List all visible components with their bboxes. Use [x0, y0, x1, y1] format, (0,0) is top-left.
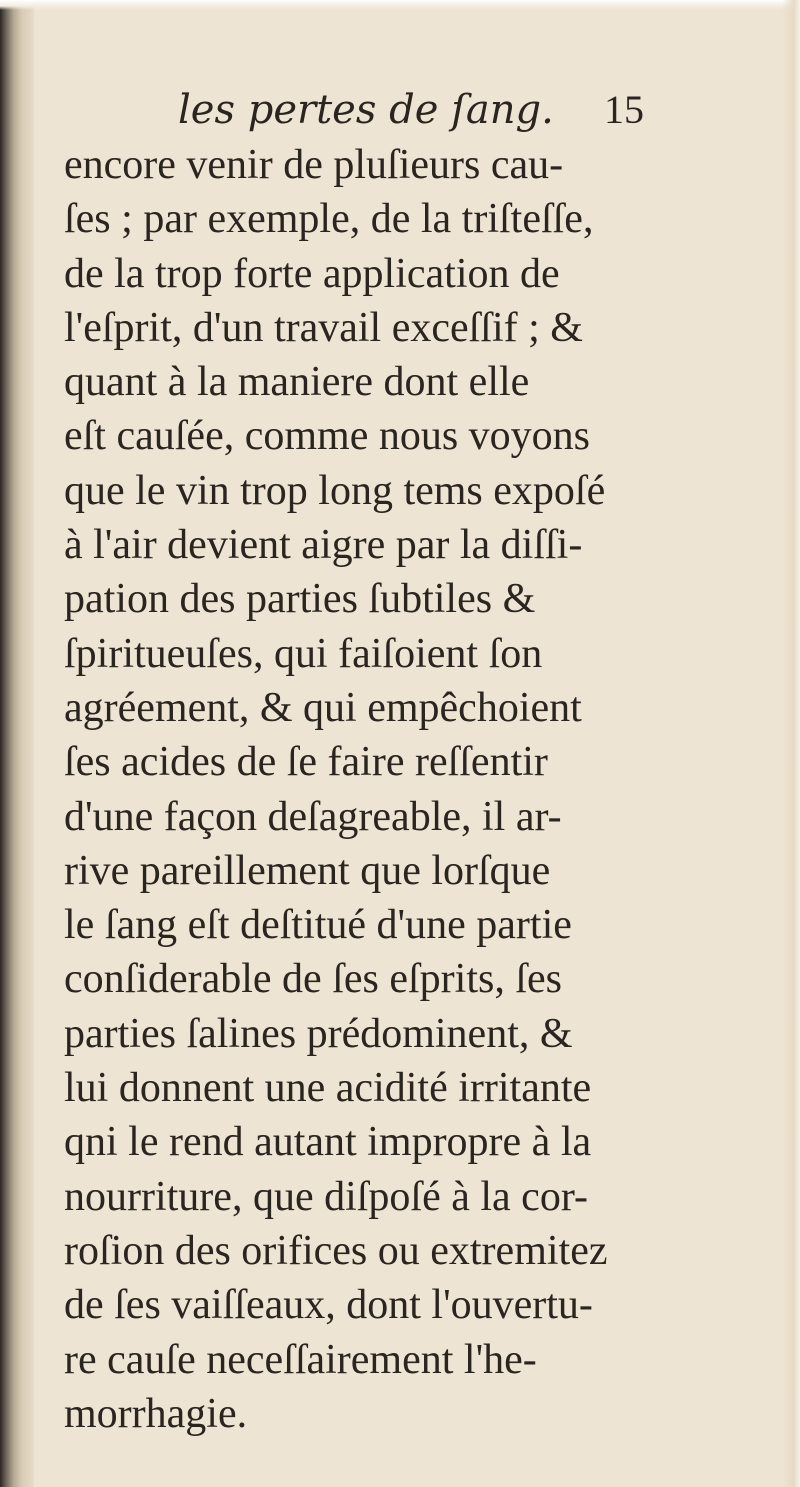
text-line: eſt cauſée, comme nous voyons — [64, 413, 591, 460]
book-spine-shadow — [0, 0, 34, 1487]
body-text — [64, 138, 664, 1441]
text-line: le ſang eſt deſtitué d'une partie — [64, 902, 572, 949]
text-line: l'eſprit, d'un travail exceſſif ; & — [64, 304, 583, 351]
text-line: nourriture, que diſpoſé à la cor- — [64, 1173, 588, 1220]
text-line: roſion des orifices ou extremitez — [64, 1227, 608, 1274]
text-line: ſpiritueuſes, qui faiſoient ſon — [64, 630, 543, 677]
text-line: ſes acides de ſe faire reſſentir — [64, 739, 548, 786]
text-line: morrhagie. — [64, 1390, 248, 1437]
page-top-edge — [0, 0, 800, 10]
text-line: re cauſe neceſſairement l'he- — [64, 1336, 537, 1383]
text-line: de la trop forte application de — [64, 250, 560, 297]
text-line: agréement, & qui empêchoient — [64, 684, 582, 731]
page-right-edge — [782, 0, 800, 1487]
text-line: qni le rend autant impropre à la — [64, 1119, 592, 1166]
text-line: que le vin trop long tems expoſé — [64, 467, 606, 514]
text-line: parties ſalines prédominent, & — [64, 1010, 573, 1057]
text-line: quant à la maniere dont elle — [64, 359, 530, 406]
text-line: d'une façon deſagreable, il ar- — [64, 793, 562, 840]
page-number: 15 — [604, 87, 644, 132]
text-line: conſiderable de ſes eſprits, ſes — [64, 956, 562, 1003]
page-header — [178, 84, 644, 144]
text-line: lui donnent une acidité irritante — [64, 1065, 592, 1112]
text-line: encore venir de pluſieurs cau- — [64, 142, 564, 188]
text-line: pation des parties ſubtiles & — [64, 576, 536, 623]
text-line: à l'air devient aigre par la diſſi- — [64, 522, 583, 569]
running-title: les pertes de ſang. — [178, 87, 554, 133]
text-line: de ſes vaiſſeaux, dont l'ouvertu- — [64, 1282, 593, 1329]
text-line: ſes ; par exemple, de la triſteſſe, — [64, 196, 594, 243]
text-line: rive pareillement que lorſque — [64, 847, 551, 894]
